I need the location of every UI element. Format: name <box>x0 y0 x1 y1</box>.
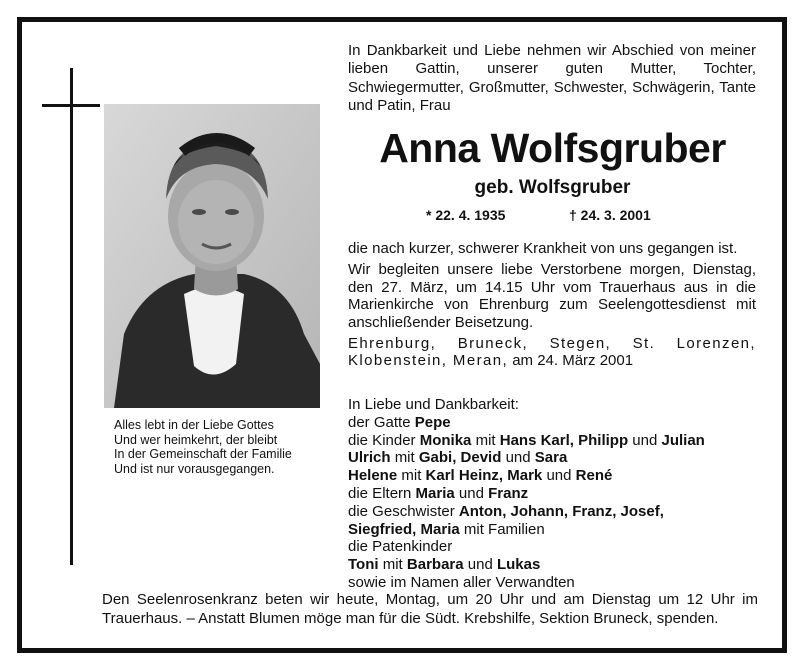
announcement-body <box>348 240 756 374</box>
family-line-husband: der Gatte Pepe <box>348 413 451 431</box>
family-line-godchildren-heading: die Patenkinder <box>348 538 453 556</box>
footer-text: Den Seelenrosenkranz beten wir heute, Montag, um 20 Uhr und am Dienstag um 12 Uhr im Trauerhaus. – Anstatt Blumen möge man für die Südt. Krebshilfe, Sektion Bruneck, spenden. <box>102 591 758 627</box>
family-line-godchildren: Toni mit Barbara und Lukas <box>348 556 541 574</box>
family-line-siblings2: Siegfried, Maria mit Familien <box>348 520 545 538</box>
family-line-siblings: die Geschwister Anton, Johann, Franz, Josef, <box>348 502 664 520</box>
caption-line: Und ist nur vorausgegangen. <box>114 461 275 476</box>
family-list <box>348 396 768 592</box>
family-line-child2: Ulrich mit Gabi, Devid und Sara <box>348 449 568 467</box>
portrait-photo <box>104 104 320 408</box>
husband-name: Pepe <box>414 413 451 431</box>
deceased-name: Anna Wolfsgruber <box>379 125 726 171</box>
family-line-children: die Kinder Monika mit Hans Karl, Philipp und Julian <box>348 431 705 449</box>
place-date <box>348 335 756 370</box>
intro-text: In Dankbarkeit und Liebe nehmen wir Abschied von meiner lieben Gattin, unserer guten Mutter, Tochter, Schwiegermutter, Großmutter, Schwester, Schwägerin, Tante und Patin, Frau <box>348 42 756 115</box>
birth-date: * 22. 4. 1935 <box>426 207 506 223</box>
caption-line: Und wer heimkehrt, der bleibt <box>114 432 278 447</box>
caption-line: In der Gemeinschaft der Familie <box>114 447 292 462</box>
caption-verse <box>114 418 334 476</box>
family-line-child3: Helene mit Karl Heinz, Mark und René <box>348 467 613 485</box>
cross-icon <box>70 68 73 565</box>
family-line-relatives: sowie im Namen aller Verwandten <box>348 573 575 591</box>
caption-line: Alles lebt in der Liebe Gottes <box>114 418 274 432</box>
funeral-text: Wir begleiten unsere liebe Verstorbene morgen, Dienstag, den 27. März, um 14.15 Uhr vom Trauerhaus aus in die Marienkirche von Ehrenburg zum Seelengottesdienst mit anschließender Beisetzung. <box>348 261 756 331</box>
cross-icon-bar <box>42 104 100 107</box>
illness-text: die nach kurzer, schwerer Krankheit von uns gegangen ist. <box>348 240 738 257</box>
family-heading: In Liebe und Dankbarkeit: <box>348 396 519 413</box>
death-date: † 24. 3. 2001 <box>569 207 651 223</box>
family-line-parents: die Eltern Maria und Franz <box>348 484 529 502</box>
announcement-date: am 24. März 2001 <box>512 352 634 370</box>
place-list: Ehrenburg, Bruneck, Stegen, St. Lorenzen, Klobenstein, Meran, <box>348 335 756 370</box>
birth-name: geb. Wolfsgruber <box>474 177 631 198</box>
